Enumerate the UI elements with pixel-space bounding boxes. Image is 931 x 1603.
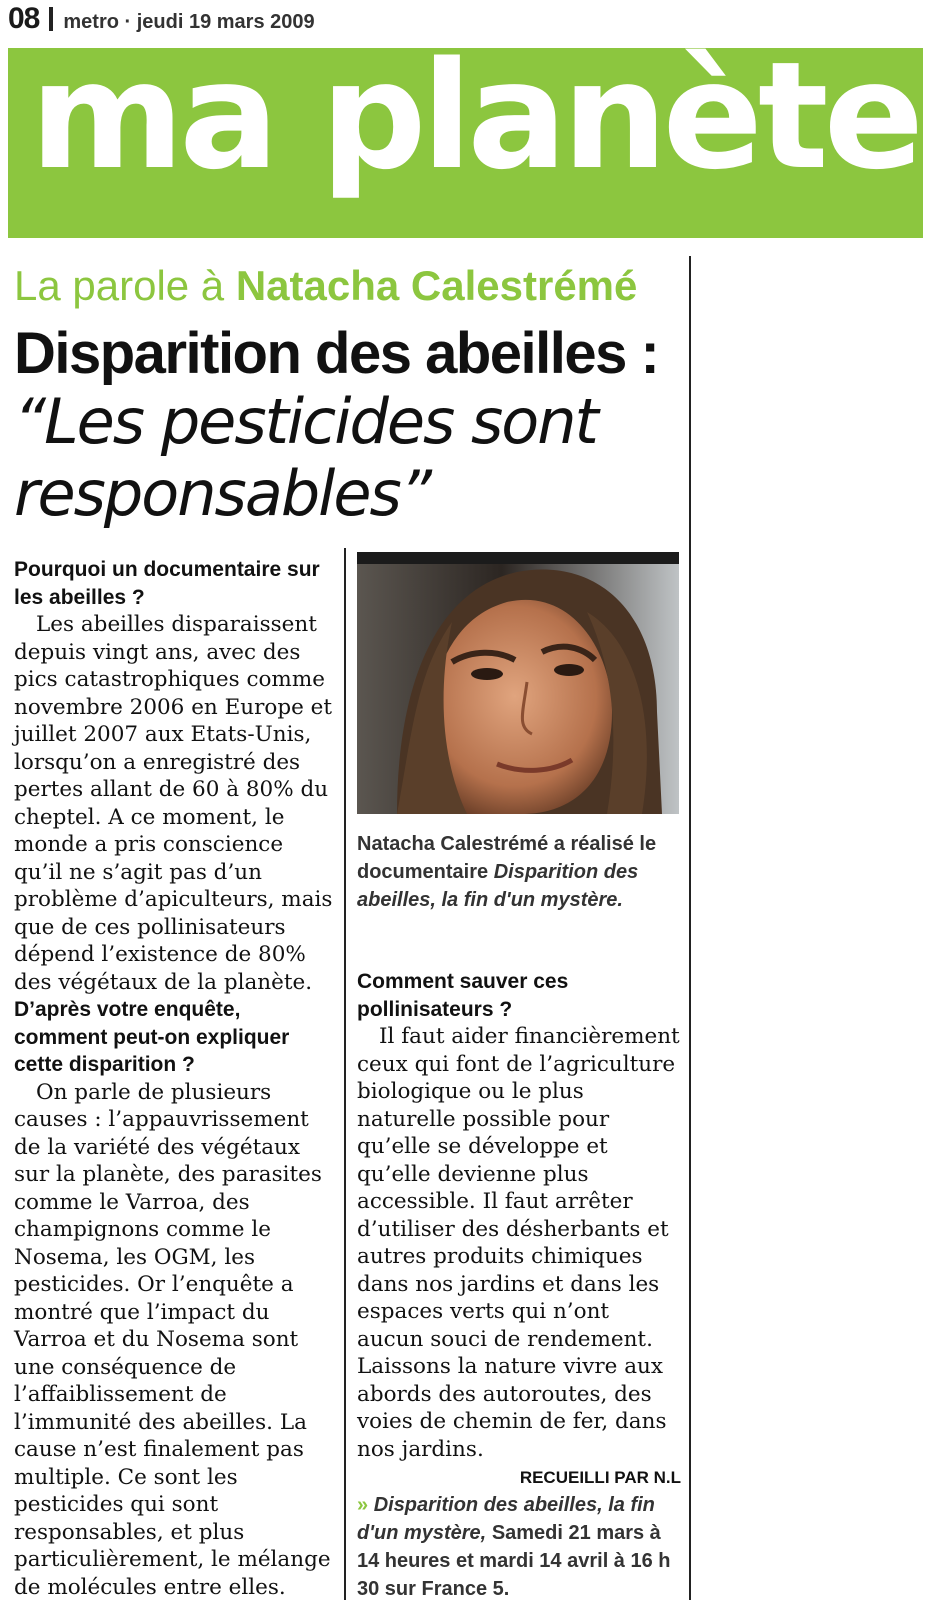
header-divider bbox=[49, 7, 53, 31]
arrow-icon: » bbox=[357, 1494, 369, 1516]
right-column bbox=[357, 968, 681, 1603]
kicker-name: Natacha Calestrémé bbox=[235, 262, 638, 309]
publication-name: metro bbox=[63, 11, 119, 33]
caption-title: Disparition des abeilles, la fin d'un mystère. bbox=[357, 861, 639, 911]
answer-3: Il faut aider financièrement ceux qui font de l’agriculture biologique ou le plus naturelle possible pour qu’elle se développe et qu’elle devienne plus accessible. Il faut arrêter d’utiliser des désherbants et autres produits chimiques dans nos jardins et dans les espaces verts qui n’ont aucun souci de rendement. Laissons la nature vivre aux abords des autoroutes, des voies de chemin de fer, dans nos jardins. bbox=[357, 1024, 680, 1462]
broadcast-schedule: Samedi 21 mars à 14 heures et mardi 14 avril à 16 h 30 sur France 5. bbox=[357, 1522, 671, 1600]
portrait-image bbox=[357, 552, 679, 814]
answer-1: Les abeilles disparaissent depuis vingt ans, avec des pics catastrophiques comme novembre 2006 en Europe et juillet 2007 aux Etats-Unis, lorsqu’on a enregistré des pertes allant de 60 à 80% du cheptel. A ce moment, le monde a pris conscience qu’il ne s’agit pas d’un problème d’apiculteurs, mais que de ces pollinisateurs dépend l’existence de 80% des végétaux de la planète. bbox=[14, 612, 333, 995]
author-credit: RECUEILLI PAR N.L bbox=[519, 1468, 681, 1487]
question-1: Pourquoi un documentaire sur les abeilles ? bbox=[14, 558, 320, 609]
section-banner bbox=[8, 30, 923, 238]
kicker-intro: La parole à bbox=[14, 262, 225, 309]
page-number: 08 bbox=[8, 2, 40, 35]
column-divider-right bbox=[689, 256, 691, 1600]
publication-date: jeudi 19 mars 2009 bbox=[136, 11, 315, 33]
question-3: Comment sauver ces pollinisateurs ? bbox=[357, 970, 569, 1021]
question-2: D’après votre enquête, comment peut-on expliquer cette disparition ? bbox=[14, 998, 290, 1076]
photo-caption bbox=[357, 830, 681, 914]
publication-line: metro · jeudi 19 mars 2009 bbox=[63, 11, 315, 33]
caption-text: Natacha Calestrémé a réalisé le documentaire bbox=[357, 833, 657, 883]
broadcast-info bbox=[357, 1491, 681, 1603]
left-column bbox=[14, 556, 336, 1601]
headline: Disparition des abeilles : bbox=[14, 321, 659, 386]
portrait-photo bbox=[357, 552, 679, 814]
broadcast-title: Disparition des abeilles, la fin d'un mystère, bbox=[357, 1494, 655, 1544]
column-divider-middle bbox=[344, 548, 346, 1600]
answer-2: On parle de plusieurs causes : l’appauvrissement de la variété des végétaux sur la planète, des parasites comme le Varroa, des champignons comme le Nosema, les OGM, les pesticides. Or l’enquête a montré que l’impact du Varroa et du Nosema sont une conséquence de l’affaiblissement de l’immunité des abeilles. La cause n’est finalement pas multiple. Ce sont les pesticides qui sont responsables, et plus particulièrement, le mélange de molécules entre elles. bbox=[14, 1079, 331, 1600]
kicker bbox=[14, 262, 637, 310]
pull-quote: “Les pesticides sont responsables” bbox=[14, 385, 597, 530]
section-title: ma planète bbox=[30, 30, 920, 202]
